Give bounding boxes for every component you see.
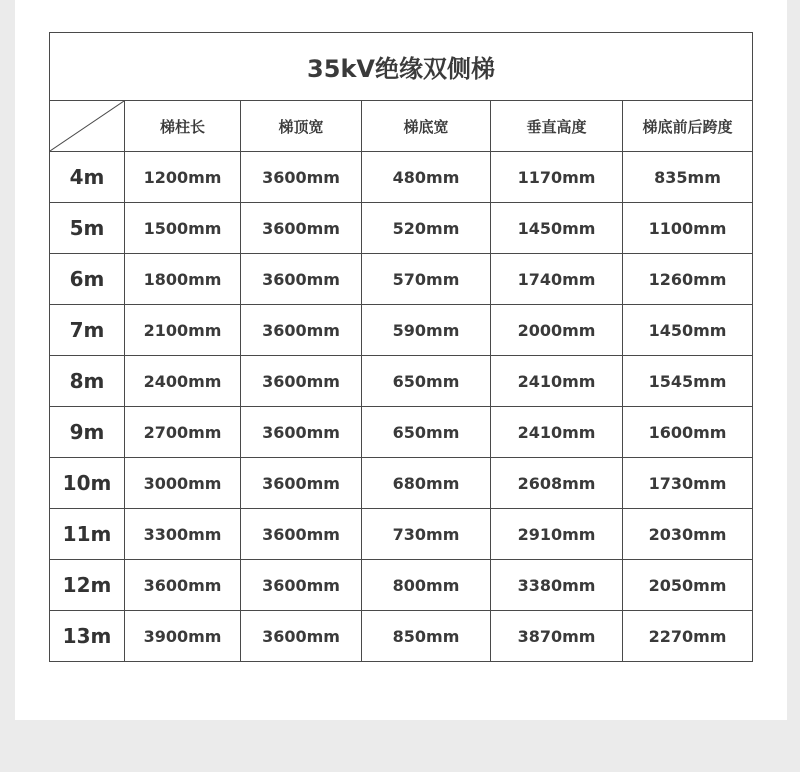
table-row: [50, 407, 753, 458]
table-cell: 3600mm: [241, 509, 362, 560]
table-cell: 1100mm: [623, 203, 753, 254]
header-column-top-width: 梯顶宽: [241, 101, 362, 152]
header-column-length: 梯柱长: [125, 101, 241, 152]
table-cell: 590mm: [362, 305, 491, 356]
table-cell: 3600mm: [241, 560, 362, 611]
row-length-label: 7m: [50, 305, 125, 356]
header-column-vertical-height: 垂直高度: [491, 101, 623, 152]
table-row: [50, 560, 753, 611]
table-cell: 2270mm: [623, 611, 753, 662]
table-cell: 480mm: [362, 152, 491, 203]
table-cell: 2410mm: [491, 356, 623, 407]
row-length-label: 5m: [50, 203, 125, 254]
row-length-label: 11m: [50, 509, 125, 560]
header-column-bottom-width: 梯底宽: [362, 101, 491, 152]
table-cell: 570mm: [362, 254, 491, 305]
table-cell: 3600mm: [241, 611, 362, 662]
table-cell: 1170mm: [491, 152, 623, 203]
row-length-label: 4m: [50, 152, 125, 203]
table-cell: 1450mm: [623, 305, 753, 356]
corner-diagonal-cell: [50, 101, 125, 152]
table-cell: 2050mm: [623, 560, 753, 611]
table-cell: 1740mm: [491, 254, 623, 305]
table-row: [50, 305, 753, 356]
table-cell: 1600mm: [623, 407, 753, 458]
table-cell: 730mm: [362, 509, 491, 560]
table-cell: 2410mm: [491, 407, 623, 458]
table-row: [50, 458, 753, 509]
table-cell: 2000mm: [491, 305, 623, 356]
table-cell: 2910mm: [491, 509, 623, 560]
table-cell: 3300mm: [125, 509, 241, 560]
table-cell: 850mm: [362, 611, 491, 662]
table-cell: 1500mm: [125, 203, 241, 254]
table-cell: 2030mm: [623, 509, 753, 560]
row-length-label: 9m: [50, 407, 125, 458]
table-cell: 1200mm: [125, 152, 241, 203]
table-cell: 650mm: [362, 407, 491, 458]
row-length-label: 12m: [50, 560, 125, 611]
table-cell: 3900mm: [125, 611, 241, 662]
table-cell: 3600mm: [241, 254, 362, 305]
header-column-span: 梯底前后跨度: [623, 101, 753, 152]
table-cell: 2608mm: [491, 458, 623, 509]
table-cell: 800mm: [362, 560, 491, 611]
table-cell: 3000mm: [125, 458, 241, 509]
table-cell: 3600mm: [241, 407, 362, 458]
table-cell: 1450mm: [491, 203, 623, 254]
table-cell: 3380mm: [491, 560, 623, 611]
row-length-label: 10m: [50, 458, 125, 509]
diagonal-line: [50, 101, 124, 151]
table-cell: 1260mm: [623, 254, 753, 305]
table-cell: 2700mm: [125, 407, 241, 458]
table-cell: 3600mm: [241, 152, 362, 203]
table-cell: 520mm: [362, 203, 491, 254]
table-cell: 1730mm: [623, 458, 753, 509]
table-row: [50, 254, 753, 305]
table-cell: 3600mm: [241, 305, 362, 356]
row-length-label: 8m: [50, 356, 125, 407]
spec-table: [49, 32, 753, 662]
header-row: [50, 101, 753, 152]
table-cell: 835mm: [623, 152, 753, 203]
table-cell: 3600mm: [241, 203, 362, 254]
table-cell: 1545mm: [623, 356, 753, 407]
table-cell: 3600mm: [241, 356, 362, 407]
table-row: [50, 203, 753, 254]
row-length-label: 6m: [50, 254, 125, 305]
table-cell: 2100mm: [125, 305, 241, 356]
table-cell: 3600mm: [125, 560, 241, 611]
row-length-label: 13m: [50, 611, 125, 662]
table-row: [50, 611, 753, 662]
table-title: 35kV绝缘双侧梯: [50, 33, 753, 101]
table-cell: 3870mm: [491, 611, 623, 662]
table-row: [50, 509, 753, 560]
table-cell: 650mm: [362, 356, 491, 407]
table-row: [50, 356, 753, 407]
table-cell: 1800mm: [125, 254, 241, 305]
table-cell: 2400mm: [125, 356, 241, 407]
table-body: [50, 152, 753, 662]
table-row: [50, 152, 753, 203]
table-cell: 680mm: [362, 458, 491, 509]
table-cell: 3600mm: [241, 458, 362, 509]
